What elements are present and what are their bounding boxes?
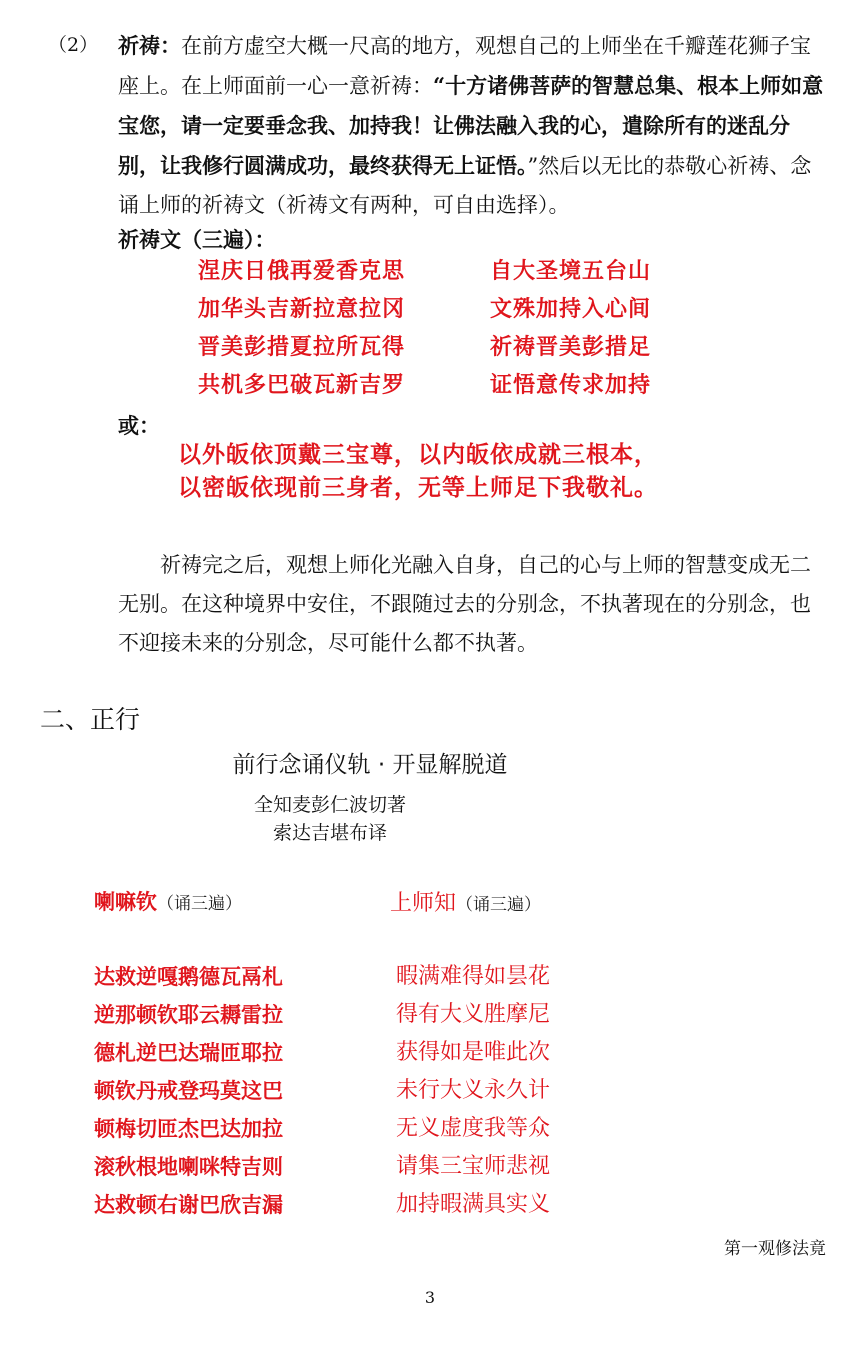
prayer-left-line: 加华头吉新拉意拉冈 — [198, 296, 406, 322]
verse-right-line: 暇满难得如昙花 — [396, 964, 551, 989]
verse-right-line: 获得如是唯此次 — [396, 1040, 551, 1065]
translator: 索达吉堪布译 — [272, 822, 387, 844]
prayer-quote: “十方诸佛菩萨的智慧总集、根本上师如意宝您，请一定要垂念我、加持我！让佛法融入我的心，遣除所有的迷乱分别，让我修行圆满成功，最终获得无上证悟。 — [118, 73, 824, 178]
invocation-right-note: （诵三遍） — [456, 895, 542, 915]
prayer-right-line: 祈祷晋美彭措足 — [490, 334, 652, 360]
invocation-right — [390, 886, 541, 917]
verse-left-line: 德札逆巴达瑞匝耶拉 — [94, 1040, 283, 1065]
verse-right-line: 加持暇满具实义 — [396, 1192, 551, 1217]
verse-left-line: 顿梅切匝杰巴达加拉 — [94, 1116, 283, 1141]
liturgy-title: 前行念诵仪轨 · 开显解脱道 — [232, 752, 508, 778]
section-heading: 二、正行 — [40, 705, 141, 734]
invocation-left-label: 喇嘛钦 — [94, 889, 157, 914]
refuge-verse — [178, 438, 658, 504]
prayer-right-line: 自大圣境五台山 — [490, 258, 652, 284]
refuge-line: 以外皈依顶戴三宝尊，以内皈依成就三根本， — [178, 441, 658, 468]
prayer-label: 祈祷： — [118, 33, 181, 58]
refuge-line: 以密皈依现前三身者，无等上师足下我敬礼。 — [178, 474, 658, 501]
prayer-instruction-text-2: ”然后以无比的恭敬心祈祷、念诵上师的祈祷文（祈祷文有两种，可自由选择）。 — [118, 154, 812, 217]
verse-left-line: 达救逆嘎鹅德瓦鬲札 — [94, 964, 283, 989]
prayer-heading: 祈祷文（三遍）： — [118, 227, 276, 252]
prayer-right-line: 文殊加持入心间 — [490, 296, 652, 322]
prayer-left-column — [198, 252, 405, 404]
invocation-left-note: （诵三遍） — [157, 894, 242, 914]
verse-right-line: 无义虚度我等众 — [396, 1116, 551, 1141]
verse-left-line: 顿钦丹戒登玛莫这巴 — [94, 1078, 283, 1103]
prayer-left-line: 共机多巴破瓦新吉罗 — [198, 372, 406, 398]
prayer-instruction-paragraph — [118, 26, 830, 225]
prayer-left-line: 晋美彭措夏拉所瓦得 — [198, 334, 406, 360]
page-number: 3 — [424, 1288, 436, 1307]
prayer-right-line: 证悟意传求加持 — [490, 372, 652, 398]
verse-right-line: 请集三宝师悲视 — [396, 1154, 551, 1179]
visualization-paragraph: 祈祷完之后，观想上师化光融入自身，自己的心与上师的智慧变成无二无别。在这种境界中安住，不跟随过去的分别念，不执著现在的分别念，也不迎接未来的分别念，尽可能什么都不执著。 — [118, 553, 811, 655]
or-label: 或： — [118, 413, 160, 438]
invocation-right-label: 上师知 — [390, 891, 457, 916]
verse-left-line: 达救顿右谢巴欣吉漏 — [94, 1192, 283, 1217]
item-number: （2） — [48, 34, 99, 56]
verse-left-line: 逆那顿钦耶云耨雷拉 — [94, 1002, 283, 1027]
verse-left-column — [94, 958, 283, 1224]
verse-left-line: 滚秋根地喇咪特吉则 — [94, 1154, 283, 1179]
verse-right-line: 得有大义胜摩尼 — [396, 1002, 551, 1027]
verse-right-line: 未行大义永久计 — [396, 1078, 551, 1103]
prayer-instruction-text: 在前方虚空大概一尺高的地方，观想自己的上师坐在千瓣莲花狮子宝座上。在上师面前一心一意祈祷： — [118, 34, 811, 98]
invocation-left — [94, 886, 242, 916]
prayer-left-line: 涅庆日俄再爱香克思 — [198, 258, 406, 284]
author: 全知麦彭仁波切著 — [253, 794, 406, 816]
section-end-note: 第一观修法竟 — [724, 1239, 826, 1259]
prayer-right-column — [490, 252, 651, 404]
verse-right-column — [396, 958, 550, 1224]
